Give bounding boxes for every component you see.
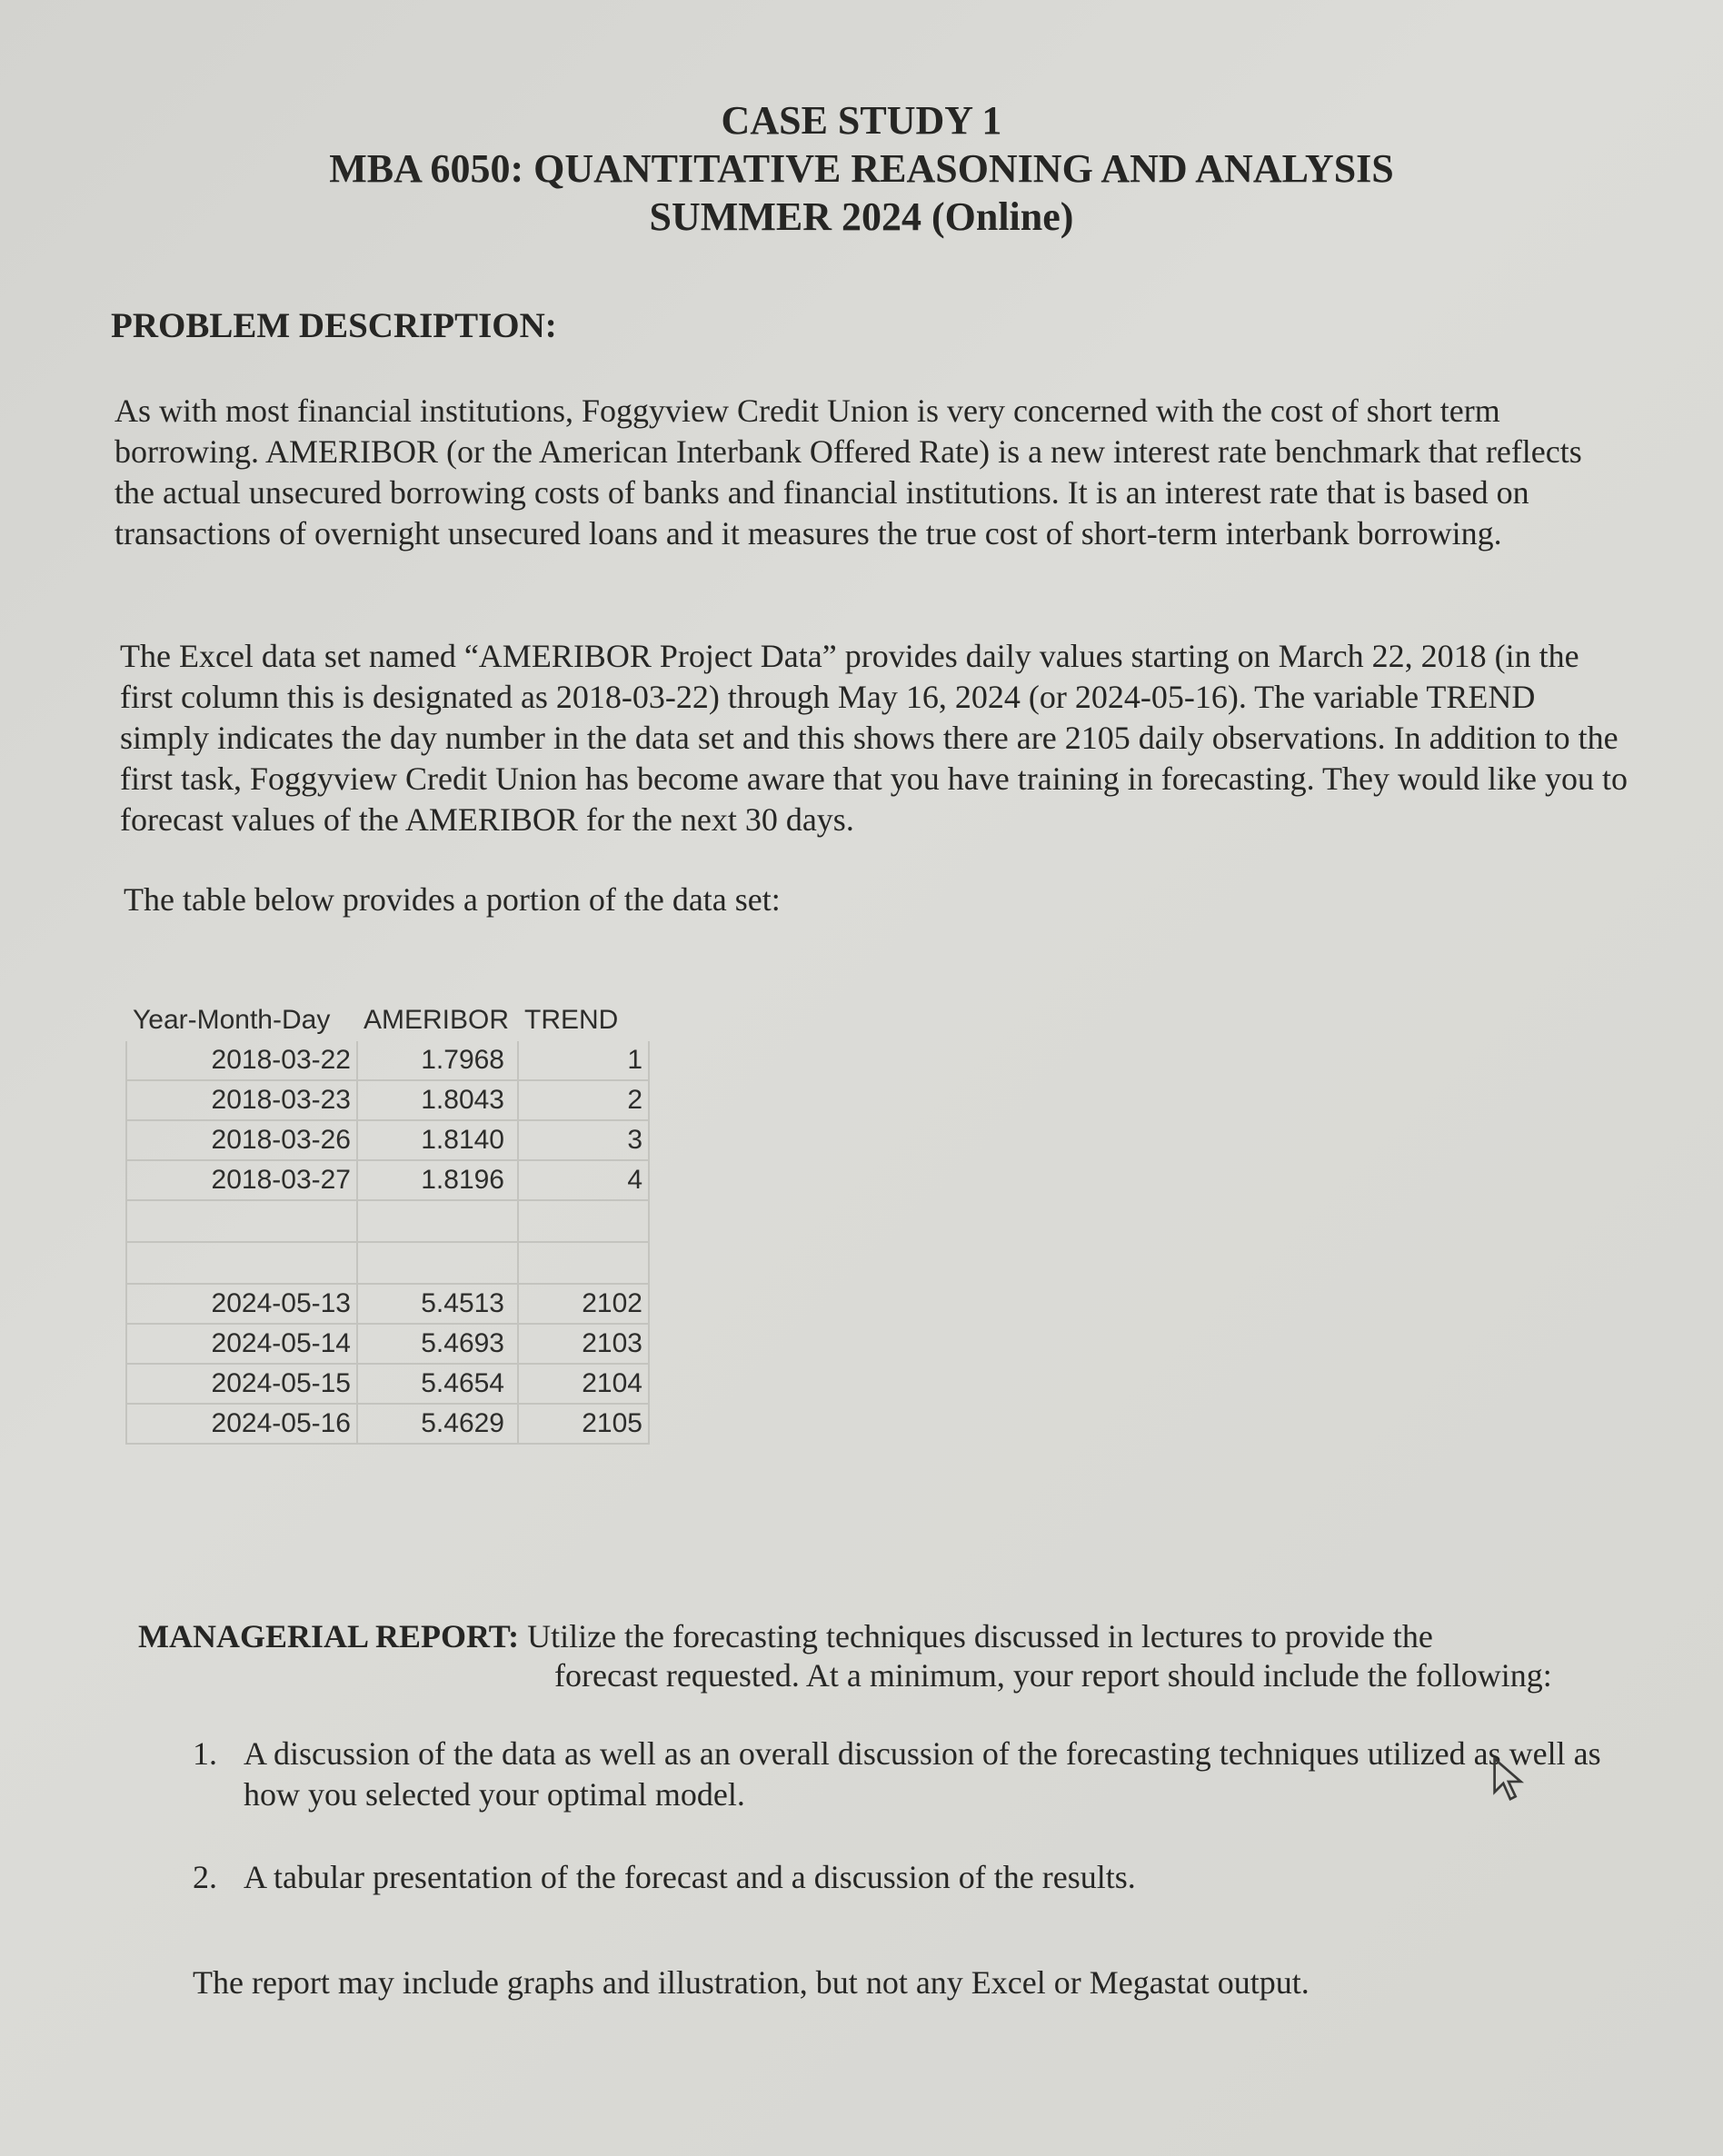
cell-date: 2018-03-26 (126, 1120, 357, 1160)
header-date: Year-Month-Day (133, 1005, 331, 1035)
report-text-line-1: Utilize the forecasting techniques discussed in lectures to provide the (527, 1618, 1433, 1654)
cell-date: 2018-03-27 (126, 1160, 357, 1200)
problem-heading: PROBLEM DESCRIPTION: (111, 306, 557, 345)
problem-paragraph-2: The Excel data set named “AMERIBOR Project Data” provides daily values starting on March 22, 2018 (in the first column this is designated as 2018-03-22) through May 16, 2024 (or 2024-05-16). The variable TREND simply indicates the day number in the data set and this shows there are 2105 daily observations. In addition to the first task, Foggyview Credit Union has become aware that you have training in forecasting. They would like you to forecast values of the AMERIBOR for the next 30 days. (120, 638, 1628, 838)
table-gap-row (126, 1242, 649, 1284)
closing-paragraph: The report may include graphs and illustration, but not any Excel or Megastat output. (193, 1964, 1310, 2001)
cell-trend: 2105 (518, 1404, 649, 1444)
cell-trend: 4 (518, 1160, 649, 1200)
table-row (126, 1120, 649, 1160)
header-trend: TREND (524, 1005, 619, 1035)
table-row (126, 1364, 649, 1404)
cell-ameribor: 1.8043 (357, 1080, 518, 1120)
list-item-text: A tabular presentation of the forecast and a discussion of the results. (244, 1859, 1136, 1895)
table-row (126, 1160, 649, 1200)
document-title (0, 96, 1723, 241)
cell-trend: 2 (518, 1080, 649, 1120)
title-line-3: SUMMER 2024 (Online) (649, 194, 1074, 239)
cell-date: 2024-05-15 (126, 1364, 357, 1404)
title-line-1: CASE STUDY 1 (721, 98, 1002, 143)
list-item-number: 2. (193, 1859, 217, 1895)
data-table (125, 999, 650, 1445)
problem-paragraph-1: As with most financial institutions, Foggyview Credit Union is very concerned with the cost of short term borrowing. AMERIBOR (or the American Interbank Offered Rate) is a new interest rate benchmark that reflects the actual unsecured borrowing costs of banks and financial institutions. It is an interest rate that is based on transactions of overnight unsecured loans and it measures the true cost of short-term interbank borrowing. (115, 392, 1582, 551)
title-line-2: MBA 6050: QUANTITATIVE REASONING AND ANALYSIS (329, 146, 1394, 191)
table-gap-row (126, 1200, 649, 1242)
cell-date: 2018-03-22 (126, 1040, 357, 1080)
report-label: MANAGERIAL REPORT: (138, 1618, 520, 1654)
cell-date: 2024-05-14 (126, 1324, 357, 1364)
list-item (193, 1857, 1592, 1903)
table-row (126, 1284, 649, 1324)
table-row (126, 1080, 649, 1120)
table-row (126, 1404, 649, 1444)
cell-trend: 3 (518, 1120, 649, 1160)
list-item-text: A discussion of the data as well as an overall discussion of the forecasting techniques utilized as well as how you selected your optimal model. (244, 1735, 1601, 1813)
cell-ameribor: 1.8196 (357, 1160, 518, 1200)
cell-date: 2024-05-16 (126, 1404, 357, 1444)
table-row (126, 1040, 649, 1080)
managerial-report (138, 1617, 1610, 1695)
cell-ameribor: 5.4654 (357, 1364, 518, 1404)
header-ameribor: AMERIBOR (364, 1005, 510, 1035)
cell-date: 2018-03-23 (126, 1080, 357, 1120)
report-text-line-2: forecast requested. At a minimum, your report should include the following: (554, 1657, 1552, 1694)
cell-ameribor: 1.8140 (357, 1120, 518, 1160)
cell-ameribor: 1.7968 (357, 1040, 518, 1080)
mouse-pointer-icon (1490, 1757, 1527, 1803)
table-header-row (126, 1000, 649, 1040)
cell-trend: 1 (518, 1040, 649, 1080)
cell-trend: 2103 (518, 1324, 649, 1364)
cell-date: 2024-05-13 (126, 1284, 357, 1324)
list-item (193, 1734, 1601, 1824)
list-item-number: 1. (193, 1735, 217, 1772)
problem-paragraph-3: The table below provides a portion of the data set: (124, 881, 781, 918)
table-row (126, 1324, 649, 1364)
cell-ameribor: 5.4693 (357, 1324, 518, 1364)
cell-trend: 2104 (518, 1364, 649, 1404)
cell-trend: 2102 (518, 1284, 649, 1324)
cell-ameribor: 5.4629 (357, 1404, 518, 1444)
cell-ameribor: 5.4513 (357, 1284, 518, 1324)
